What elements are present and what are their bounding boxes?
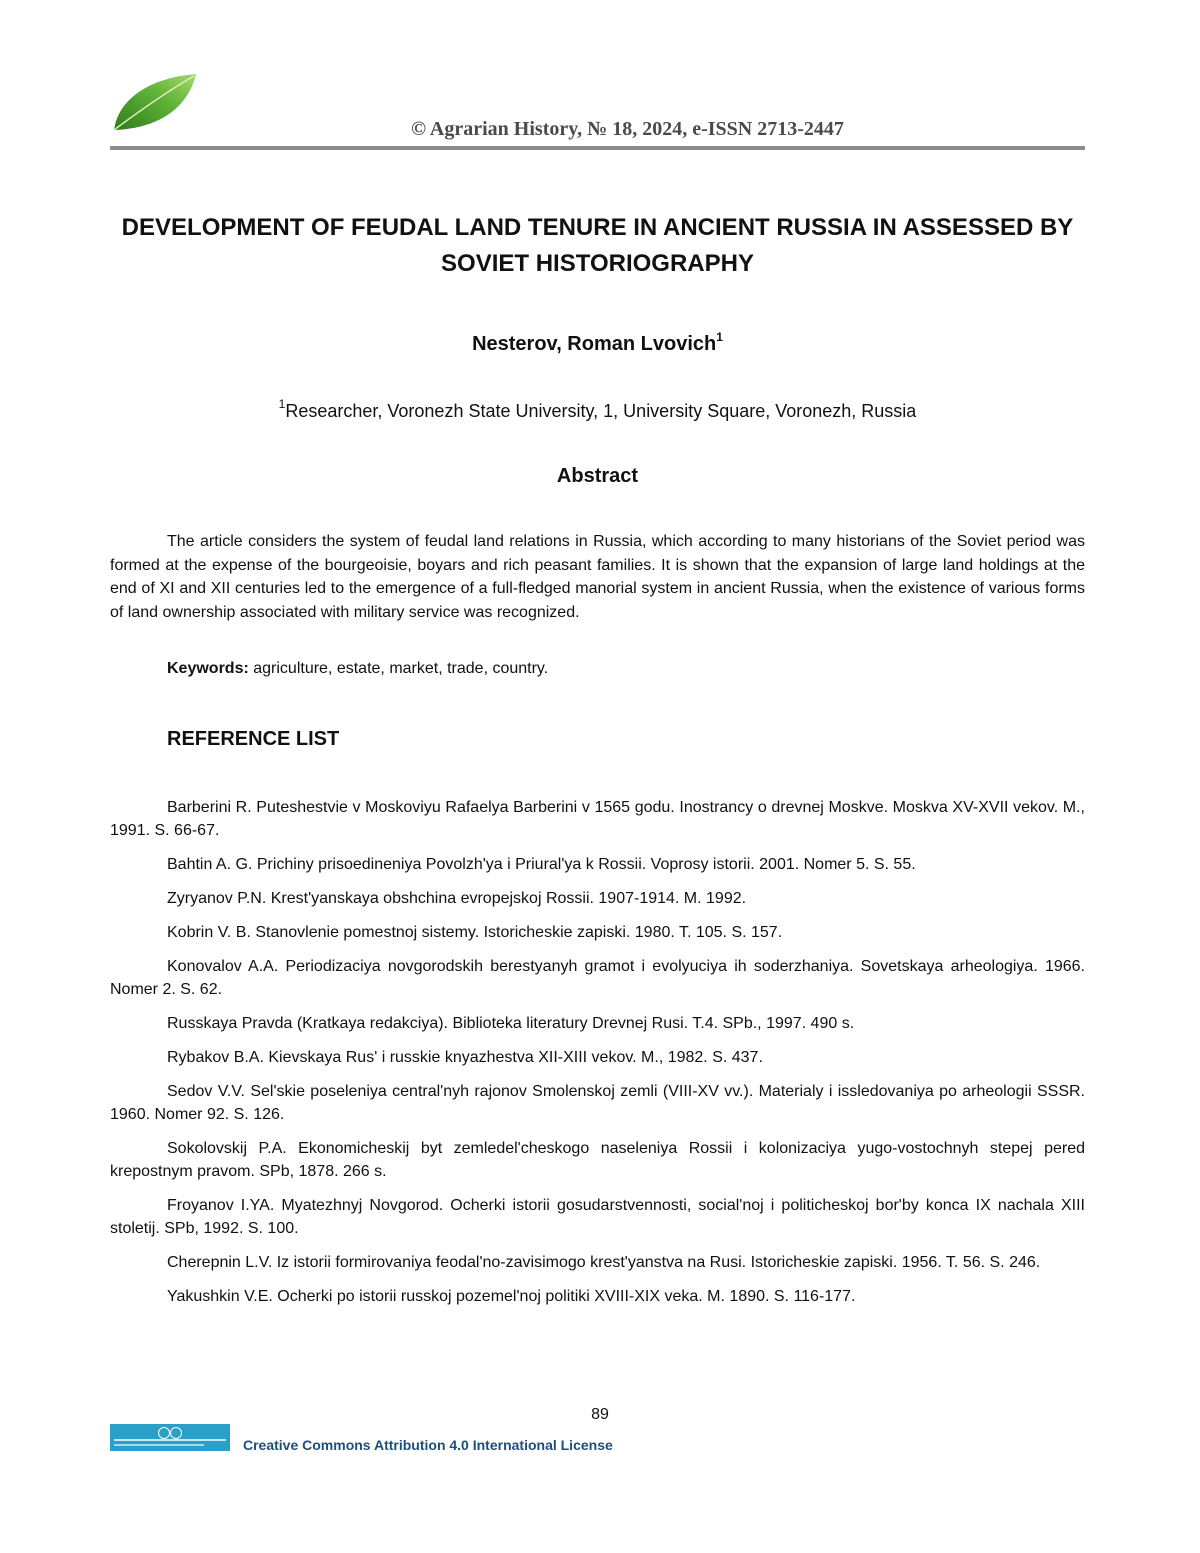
reference-item: Zyryanov P.N. Krest'yanskaya obshchina evropejskoj Rossii. 1907-1914. M. 1992. bbox=[167, 890, 747, 907]
reference-item: Bahtin A. G. Prichiny prisoedineniya Povolzh'ya i Priural'ya k Rossii. Voprosy istorii. 2001. Nomer 5. S. 55. bbox=[167, 856, 916, 873]
article-title: DEVELOPMENT OF FEUDAL LAND TENURE IN ANCIENT RUSSIA IN ASSESSED BY SOVIET HISTORIOGRAPHY bbox=[121, 214, 1074, 277]
abstract-paragraph: The article considers the system of feudal land relations in Russia, which according to many historians of the Soviet period was formed at the expense of the bourgeoisie, boyars and rich peasant families. It is shown that the expansion of large land holdings at the end of XI and XII centuries led to the emergence of a full-fledged manorial system in ancient Russia, when the existence of various forms of land ownership associated with military service was recognized. bbox=[110, 533, 1085, 621]
affiliation-text: Researcher, Voronezh State University, 1, University Square, Voronezh, Russia bbox=[285, 401, 917, 421]
author-name bbox=[110, 330, 1085, 356]
cc-license-badge-icon[interactable] bbox=[110, 1424, 230, 1451]
keywords bbox=[167, 657, 548, 680]
reference-item: Yakushkin V.E. Ocherki po istorii russkoj pozemel'noj politiki XVIII-XIX veka. M. 1890. S. 116-177. bbox=[167, 1288, 856, 1305]
author-footnote-mark: 1 bbox=[716, 330, 723, 344]
badge-text-line bbox=[114, 1439, 226, 1441]
keywords-text: agriculture, estate, market, trade, country. bbox=[248, 660, 549, 677]
keywords-label: Keywords: bbox=[167, 660, 249, 677]
badge-text-line bbox=[114, 1444, 204, 1446]
affiliation bbox=[110, 397, 1085, 422]
reference-item: Froyanov I.YA. Myatezhnyj Novgorod. Ocherki istorii gosudarstvennosti, social'noj i politicheskoj bor'by konca IX nachala XIII stoletij. SPb, 1992. S. 100. bbox=[110, 1197, 1085, 1237]
affiliation-footnote-mark: 1 bbox=[278, 397, 286, 411]
reference-item: Kobrin V. B. Stanovlenie pomestnoj sistemy. Istoricheskie zapiski. 1980. T. 105. S. 157. bbox=[167, 924, 783, 941]
reference-list bbox=[110, 796, 1085, 1319]
reference-item: Sokolovskij P.A. Ekonomicheskij byt zemledel'cheskogo naseleniya Rossii i kolonizaciya yugo-vostochnyh stepej pered krepostnym pravom. SPb, 1878. 266 s. bbox=[110, 1140, 1085, 1180]
header-divider bbox=[110, 146, 1085, 150]
cc-circle-icon bbox=[158, 1427, 170, 1439]
reference-item: Konovalov A.A. Periodizaciya novgorodskih berestyanyh gramot i evolyuciya ih soderzhaniya. Sovetskaya arheologiya. 1966. Nomer 2. S. 62. bbox=[110, 958, 1085, 998]
reference-item: Russkaya Pravda (Kratkaya redakciya). Biblioteka literatury Drevnej Rusi. T.4. SPb., 1997. 490 s. bbox=[167, 1015, 855, 1032]
author-name-text: Nesterov, Roman Lvovich bbox=[472, 333, 717, 355]
journal-header: © Agrarian History, № 18, 2024, e-ISSN 2713-2447 bbox=[411, 118, 844, 140]
reference-item: Barberini R. Puteshestvie v Moskoviyu Rafaelya Barberini v 1565 godu. Inostrancy o drevnej Moskve. Moskva XV-XVII vekov. M., 1991. S. 66-67. bbox=[110, 799, 1085, 839]
license-link[interactable]: Creative Commons Attribution 4.0 International License bbox=[243, 1437, 613, 1453]
reference-list-heading: REFERENCE LIST bbox=[167, 728, 340, 750]
abstract-heading: Abstract bbox=[556, 465, 639, 487]
reference-item: Rybakov B.A. Kievskaya Rus' i russkie knyazhestva XII-XIII vekov. M., 1982. S. 437. bbox=[167, 1049, 763, 1066]
by-circle-icon bbox=[170, 1427, 182, 1439]
reference-item: Cherepnin L.V. Iz istorii formirovaniya feodal'no-zavisimogo krest'yanstva na Rusi. Istoricheskie zapiski. 1956. T. 56. S. 246. bbox=[167, 1254, 1041, 1271]
reference-item: Sedov V.V. Sel'skie poseleniya central'nyh rajonov Smolenskoj zemli (VIII-XV vv.). Materialy i issledovaniya po arheologii SSSR. 1960. Nomer 92. S. 126. bbox=[110, 1083, 1085, 1123]
page-number: 89 bbox=[591, 1406, 609, 1423]
